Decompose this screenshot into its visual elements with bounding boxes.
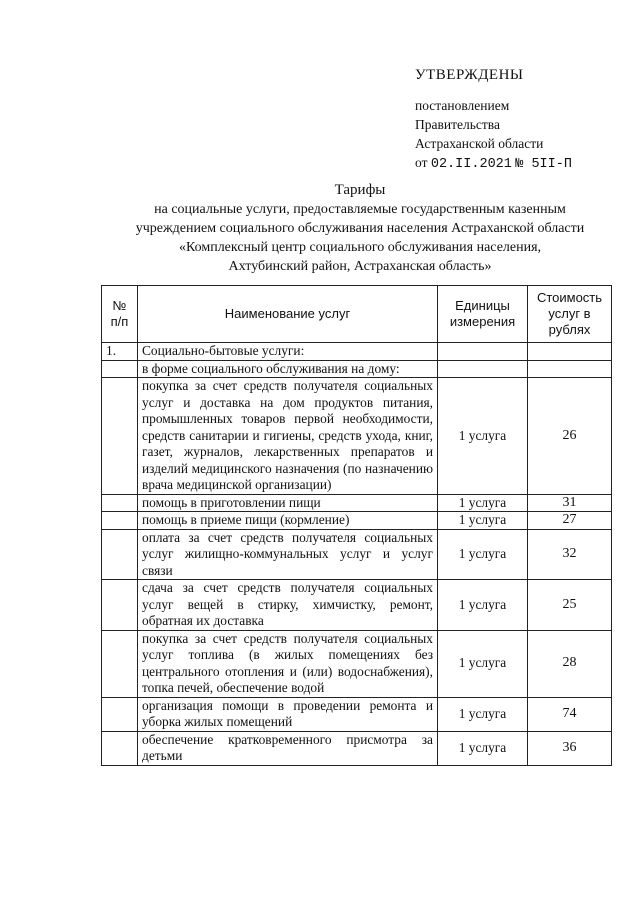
- service-name: помощь в приготовлении пищи: [138, 494, 438, 512]
- approval-date-prefix: от: [415, 155, 428, 170]
- approval-heading: УТВЕРЖДЕНЫ: [415, 67, 524, 83]
- row-num-cell: [102, 512, 138, 530]
- service-name: организация помощи в проведении ремонта и уборка жилых помещений: [138, 697, 438, 731]
- approval-block: [415, 66, 630, 174]
- header-num: № п/п: [102, 286, 138, 343]
- approval-date: 02.II.2021: [430, 157, 512, 172]
- tariffs-table: [101, 285, 612, 766]
- service-unit: 1 услуга: [438, 697, 528, 731]
- service-unit: 1 услуга: [438, 529, 528, 580]
- row-num-cell: [102, 731, 138, 765]
- service-unit: 1 услуга: [438, 580, 528, 631]
- row-num-cell: [102, 630, 138, 697]
- subsection-unit-cell: [438, 360, 528, 378]
- service-price: 32: [528, 529, 612, 580]
- table-row: [102, 378, 612, 495]
- service-unit: 1 услуга: [438, 512, 528, 530]
- table-row: [102, 630, 612, 697]
- approval-number: № 5II-П: [515, 157, 572, 172]
- row-num-cell: [102, 378, 138, 495]
- service-price: 36: [528, 731, 612, 765]
- table-row: [102, 529, 612, 580]
- section-price-cell: [528, 343, 612, 361]
- document-title: [95, 181, 625, 276]
- title-line-4: «Комплексный центр социального обслуживания населения,: [178, 240, 542, 255]
- table-row: [102, 494, 612, 512]
- approval-line-2: Правительства: [415, 117, 500, 132]
- section-num: 1.: [102, 343, 138, 361]
- table-header-row: [102, 286, 612, 343]
- service-price: 74: [528, 697, 612, 731]
- table-row: [102, 697, 612, 731]
- service-unit: 1 услуга: [438, 731, 528, 765]
- service-name: покупка за счет средств получателя социальных услуг и доставка на дом продуктов питания, промышленных товаров первой необходимости, средств санитарии и гигиены, средств ухода, книг, газет, журналов, лекарственных препаратов и изделий медицинского назначения (по назначению врача медицинской организации): [138, 378, 438, 495]
- service-unit: 1 услуга: [438, 494, 528, 512]
- approval-date-line: [415, 153, 630, 174]
- subsection-name: в форме социального обслуживания на дому:: [138, 360, 438, 378]
- row-num-cell: [102, 580, 138, 631]
- service-name: сдача за счет средств получателя социальных услуг вещей в стирку, химчистку, ремонт, обратная их доставка: [138, 580, 438, 631]
- service-unit: 1 услуга: [438, 378, 528, 495]
- section-name: Социально-бытовые услуги:: [138, 343, 438, 361]
- header-unit: Единицы измерения: [438, 286, 528, 343]
- approval-line-3: Астраханской области: [415, 136, 544, 151]
- service-price: 26: [528, 378, 612, 495]
- service-name: помощь в приеме пищи (кормление): [138, 512, 438, 530]
- header-name: Наименование услуг: [138, 286, 438, 343]
- table-row: [102, 512, 612, 530]
- service-price: 27: [528, 512, 612, 530]
- service-price: 28: [528, 630, 612, 697]
- row-num-cell: [102, 697, 138, 731]
- row-num-cell: [102, 494, 138, 512]
- header-price: Стоимость услуг в рублях: [528, 286, 612, 343]
- table-row: [102, 731, 612, 765]
- section-unit-cell: [438, 343, 528, 361]
- service-name: оплата за счет средств получателя социальных услуг жилищно-коммунальных услуг и услуг связи: [138, 529, 438, 580]
- title-line-2: на социальные услуги, предоставляемые государственным казенным: [154, 202, 566, 217]
- title-line-3: учреждением социального обслуживания населения Астраханской области: [135, 221, 585, 236]
- row-num-cell: [102, 529, 138, 580]
- service-price: 25: [528, 580, 612, 631]
- service-price: 31: [528, 494, 612, 512]
- service-name: покупка за счет средств получателя социальных услуг топлива (в жилых помещениях без центрального отопления и (или) водоснабжения), топка печей, обеспечение водой: [138, 630, 438, 697]
- approval-line-1: постановлением: [415, 98, 510, 113]
- service-unit: 1 услуга: [438, 630, 528, 697]
- section-row: [102, 343, 612, 361]
- title-line-1: Тарифы: [334, 182, 386, 198]
- subsection-row: [102, 360, 612, 378]
- title-line-5: Ахтубинский район, Астраханская область»: [228, 259, 492, 274]
- service-name: обеспечение кратковременного присмотра за детьми: [138, 731, 438, 765]
- subsection-num-cell: [102, 360, 138, 378]
- subsection-price-cell: [528, 360, 612, 378]
- table-row: [102, 580, 612, 631]
